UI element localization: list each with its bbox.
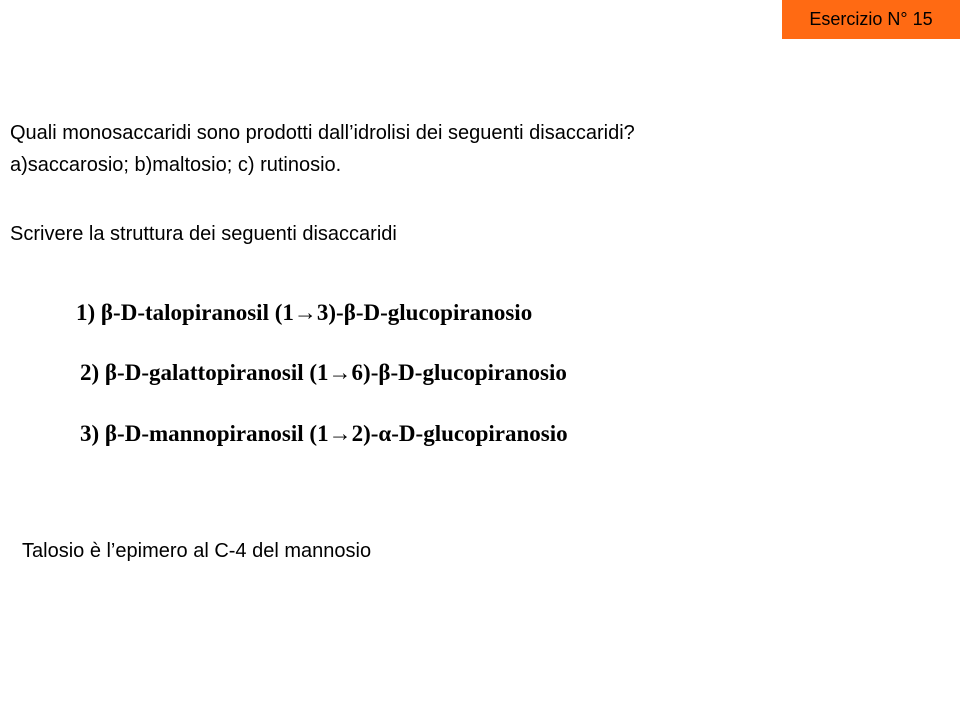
linkage-position: 6)- [351, 360, 379, 385]
linkage-position: 3)- [316, 300, 344, 325]
disaccharide-item-2: 2) β-D-galattopiranosil (1→6)-β-D-glucopiranosio [80, 360, 567, 385]
item-number: 3) [80, 421, 100, 446]
arrow-symbol: → [328, 360, 352, 385]
anomer-symbol: β [104, 421, 118, 446]
anomer-symbol: β [104, 360, 118, 385]
d-configuration: D [120, 300, 138, 325]
exercise-badge: Esercizio N° 15 [782, 0, 960, 39]
sugar-name: -galattopiranosil (1 [141, 360, 329, 385]
d-configuration: D [398, 360, 415, 385]
d-configuration: D [124, 360, 142, 385]
anomer-symbol: β [378, 360, 391, 385]
sugar-name: -talopiranosil (1 [137, 300, 294, 325]
instruction-text: Scrivere la struttura dei seguenti disaccaridi [10, 223, 397, 245]
d-configuration: D [124, 421, 142, 446]
sugar-name: -mannopiranosil (1 [141, 421, 329, 446]
d-configuration: D [398, 421, 416, 446]
disaccharide-item-3: 3) β-D-mannopiranosil (1→2)-α-D-glucopiranosio [80, 421, 568, 446]
anomer-symbol: β [343, 300, 356, 325]
anomer-symbol: α [378, 421, 392, 446]
arrow-symbol: → [293, 300, 317, 325]
question-line-1: Quali monosaccaridi sono prodotti dall’idrolisi dei seguenti disaccaridi? [10, 122, 635, 144]
anomer-symbol: β [100, 300, 114, 325]
sugar-name: -glucopiranosio [380, 300, 533, 325]
d-configuration: D [363, 300, 381, 325]
question-line-2: a)saccarosio; b)maltosio; c) rutinosio. [10, 154, 342, 176]
item-number: 1) [76, 300, 96, 325]
sugar-name: -glucopiranosio [415, 421, 568, 446]
arrow-symbol: → [328, 421, 352, 446]
sugar-name: -glucopiranosio [414, 360, 567, 385]
linkage-position: 2)- [351, 421, 379, 446]
disaccharide-item-1: 1) β-D-talopiranosil (1→3)-β-D-glucopiranosio [76, 300, 533, 325]
note-text: Talosio è l’epimero al C-4 del mannosio [22, 540, 372, 562]
item-number: 2) [80, 360, 100, 385]
